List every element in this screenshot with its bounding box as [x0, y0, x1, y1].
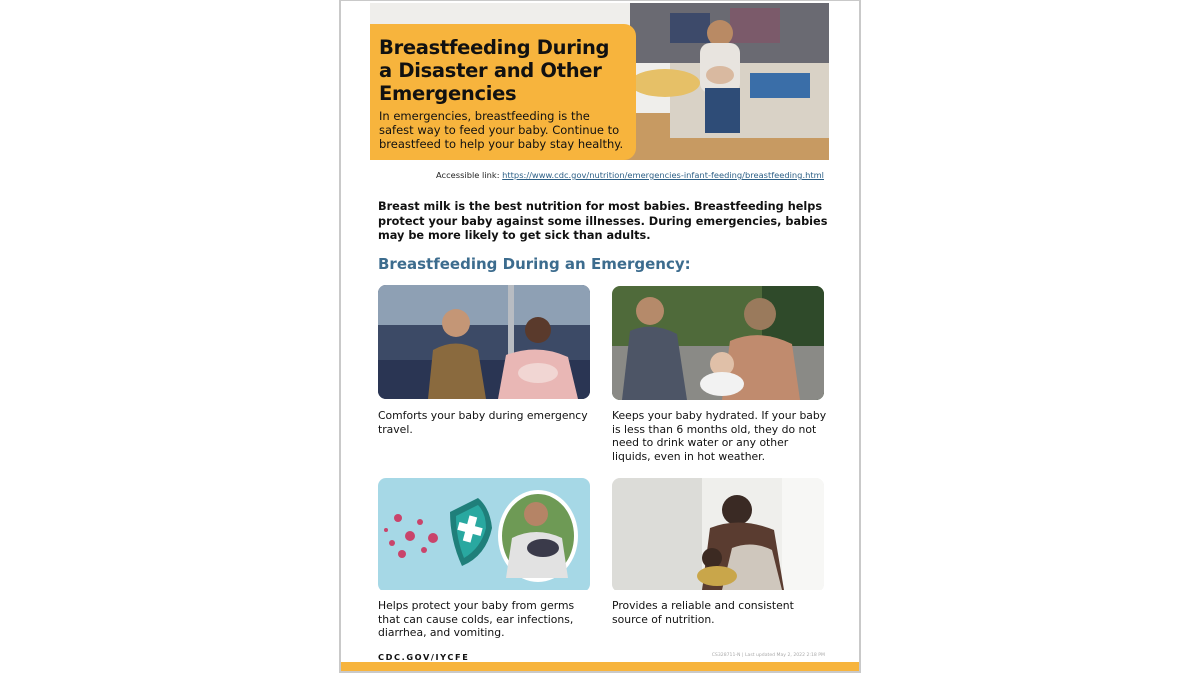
card-caption-travel: Comforts your baby during emergency travel.	[378, 409, 588, 436]
accessible-link-line	[341, 170, 824, 180]
footer-url: CDC.GOV/IYCFE	[378, 652, 470, 662]
footer-meta: CS328711-N | Last updated May 2, 2022 2:18 PM	[711, 653, 825, 658]
germ-protection-illustration	[378, 478, 590, 592]
card-caption-nutrition: Provides a reliable and consistent source of nutrition.	[612, 599, 794, 626]
hydration-photo	[612, 286, 824, 400]
footer-accent-bar	[341, 662, 859, 671]
page-title: Breastfeeding During a Disaster and Other Emergencies	[379, 36, 610, 105]
card-caption-germs: Helps protect your baby from germs that can cause colds, ear infections, diarrhea, and vomiting.	[378, 599, 575, 640]
accessible-link[interactable]: https://www.cdc.gov/nutrition/emergencies-infant-feeding/breastfeeding.html	[502, 170, 824, 180]
nutrition-photo	[612, 478, 824, 592]
page-subtitle: In emergencies, breastfeeding is the safest way to feed your baby. Continue to breastfeed to help your baby stay healthy.	[379, 109, 624, 151]
section-heading: Breastfeeding During an Emergency:	[378, 255, 691, 273]
card-caption-hydration: Keeps your baby hydrated. If your baby is less than 6 months old, they do not need to drink water or any other liquids, even in hot weather.	[612, 409, 827, 463]
accessible-link-label: Accessible link:	[436, 170, 500, 180]
travel-photo	[378, 285, 590, 399]
flyer-page	[339, 0, 861, 673]
title-box	[370, 24, 636, 160]
intro-paragraph: Breast milk is the best nutrition for most babies. Breastfeeding helps protect your baby against some illnesses. During emergencies, babies may be more likely to get sick than adults.	[378, 200, 828, 242]
